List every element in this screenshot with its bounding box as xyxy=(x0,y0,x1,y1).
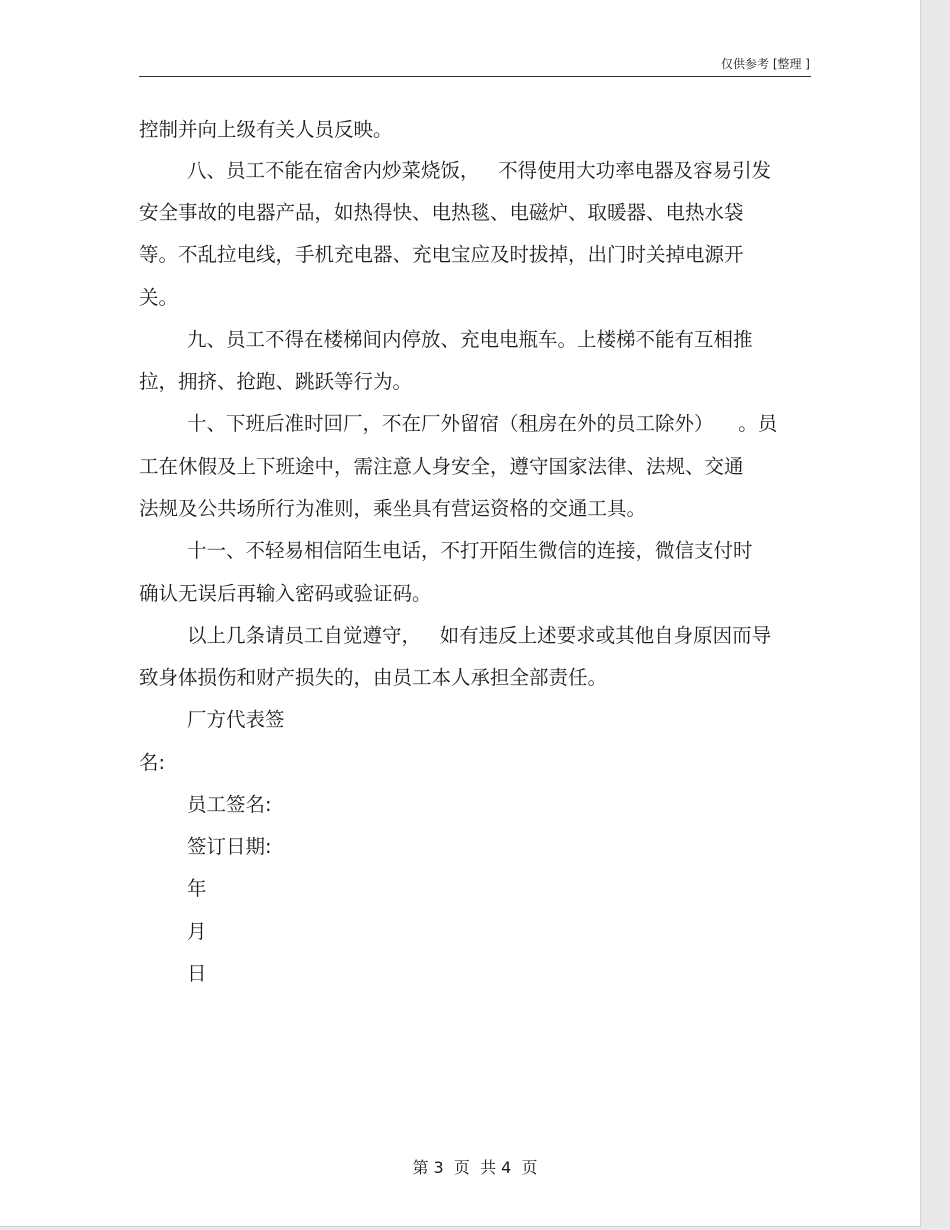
body-line: 致身体损伤和财产损失的，由员工本人承担全部责任。 xyxy=(139,666,608,689)
body-line: 安全事故的电器产品，如热得快、电热毯、电磁炉、取暖器、电热水袋 xyxy=(139,201,744,224)
body-line: 关。 xyxy=(139,286,179,309)
body-line: 十一、不轻易相信陌生电话，不打开陌生微信的连接，微信支付时 xyxy=(187,539,753,562)
body-line: 八、员工不能在宿舍内炒菜烧饭， 不得使用大功率电器及容易引发 xyxy=(187,159,772,182)
header-rule xyxy=(139,76,811,77)
signature-label-factory: 厂方代表签 xyxy=(187,708,285,731)
body-line: 等。不乱拉电线，手机充电器、充电宝应及时拔掉，出门时关掉电源开 xyxy=(139,243,744,266)
body-line: 确认无误后再输入密码或验证码。 xyxy=(139,582,432,605)
body-line: 十、下班后准时回厂，不在厂外留宿（租房在外的员工除外） 。员 xyxy=(187,412,778,435)
body-line: 拉，拥挤、抢跑、跳跃等行为。 xyxy=(139,370,413,393)
body-line: 工在休假及上下班途中，需注意人身安全，遵守国家法律、法规、交通 xyxy=(139,455,744,478)
body-line: 控制并向上级有关人员反映。 xyxy=(139,118,393,141)
date-year-label: 年 xyxy=(187,877,207,900)
signature-label-employee: 员工签名: xyxy=(187,793,272,816)
body-line: 以上几条请员工自觉遵守， 如有违反上述要求或其他自身原因而导 xyxy=(187,624,772,647)
page-header: 仅供参考 [整理 ] xyxy=(721,57,810,71)
page-footer: 第 3 页 共 4 页 xyxy=(412,1158,538,1177)
signature-label-factory-cont: 名: xyxy=(139,751,166,774)
body-line: 法规及公共场所行为准则，乘坐具有营运资格的交通工具。 xyxy=(139,497,647,520)
date-month-label: 月 xyxy=(187,920,207,943)
body-line: 九、员工不得在楼梯间内停放、充电电瓶车。上楼梯不能有互相推 xyxy=(187,328,753,351)
signing-date-label: 签订日期: xyxy=(187,835,272,858)
date-day-label: 日 xyxy=(187,962,207,985)
